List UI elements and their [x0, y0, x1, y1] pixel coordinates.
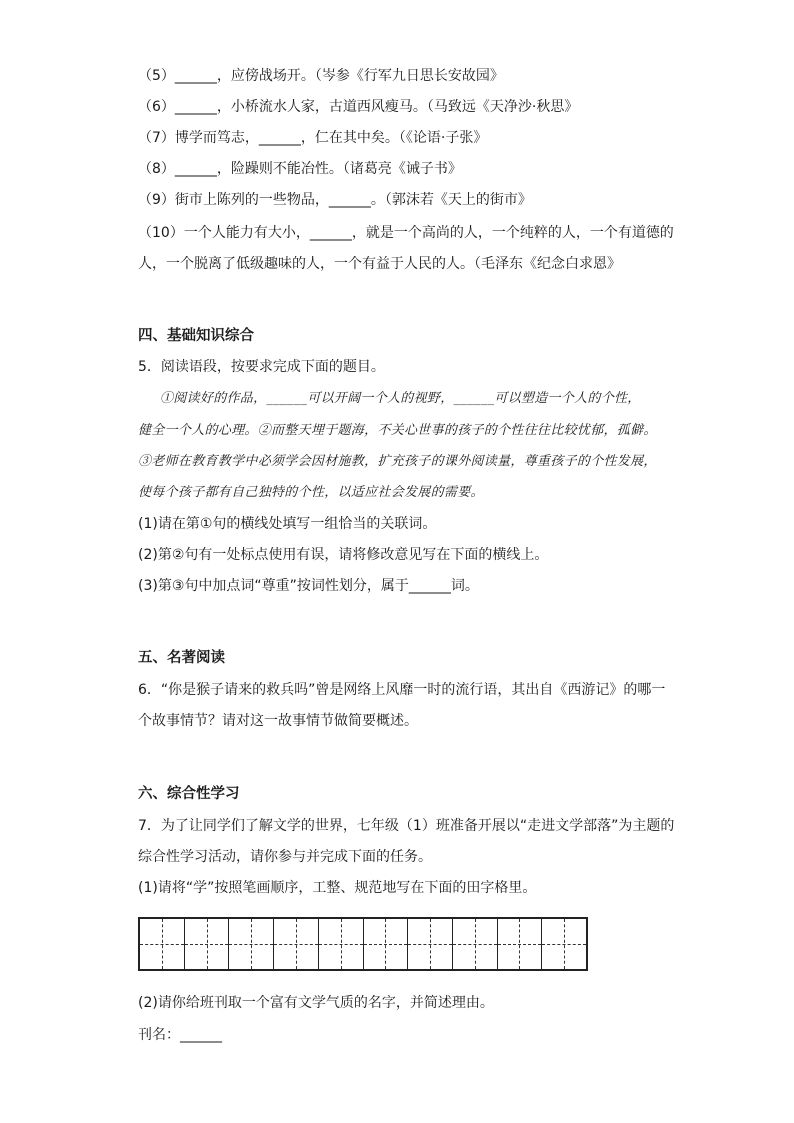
grid-cell[interactable] [364, 919, 409, 969]
grid-cell[interactable] [408, 919, 453, 969]
question-5-sub-1: (1)请在第①句的横线处填写一组恰当的关联词。 [138, 516, 437, 532]
grid-cell[interactable] [542, 919, 586, 969]
section-6-title: 六、综合性学习 [138, 786, 240, 802]
poem-line-10-cont: 人，一个脱离了低级趣味的人，一个有益于人民的人。（毛泽东《纪念白求恩》 [138, 256, 621, 272]
question-5-sub-2: (2)第②句有一处标点使用有误，请将修改意见写在下面的横线上。 [138, 547, 549, 563]
grid-cell[interactable] [140, 919, 185, 969]
poem-line-7: （7）博学而笃志，______，仁在其中矣。（《论语·子张》 [138, 130, 488, 146]
poem-line-10: （10）一个人能力有大小，______，就是一个高尚的人，一个纯粹的人，一个有道德的 [138, 225, 674, 241]
poem-line-5: （5）______，应傍战场开。（岑参《行军九日思长安故园》 [138, 68, 504, 84]
grid-cell[interactable] [229, 919, 274, 969]
question-7-sub-1: (1)请将“学”按照笔画顺序，工整、规范地写在下面的田字格里。 [138, 880, 537, 896]
poem-line-8: （8）______，险躁则不能冶性。（诸葛亮《诫子书》 [138, 161, 462, 177]
question-7-line-1: 7．为了让同学们了解文学的世界，七年级（1）班准备开展以“走进文学部落”为主题的 [138, 818, 675, 834]
grid-cell[interactable] [453, 919, 498, 969]
passage-line-1: ①阅读好的作品，______可以开阔一个人的视野，______可以塑造一个人的个性， [160, 391, 641, 406]
section-4-title: 四、基础知识综合 [138, 328, 254, 344]
passage-line-4: 使每个孩子都有自己独特的个性，以适应社会发展的需要。 [138, 485, 484, 500]
grid-cell[interactable] [498, 919, 543, 969]
question-7-sub-2: (2)请你给班刊取一个富有文学气质的名字，并简述理由。 [138, 995, 494, 1011]
section-5-title: 五、名著阅读 [138, 650, 225, 666]
passage-line-3: ③老师在教育教学中必须学会因材施教，扩充孩子的课外阅读量，尊重孩子的个性发展， [138, 454, 657, 469]
grid-cell[interactable] [319, 919, 364, 969]
question-5: 5．阅读语段，按要求完成下面的题目。 [138, 359, 385, 375]
grid-cell[interactable] [185, 919, 230, 969]
question-6-line-2: 个故事情节？请对这一故事情节做简要概述。 [138, 713, 418, 729]
question-7-line-2: 综合性学习活动，请你参与并完成下面的任务。 [138, 849, 432, 865]
question-6-line-1: 6．“你是猴子请来的救兵吗”曾是网络上风靡一时的流行语，其出自《西游记》的哪一 [138, 682, 666, 698]
tianzige-grid[interactable] [138, 917, 588, 971]
grid-cell[interactable] [274, 919, 319, 969]
journal-name-blank: 刊名：______ [138, 1027, 222, 1043]
question-5-sub-3: (3)第③句中加点词“尊重”按词性划分，属于______词。 [138, 578, 479, 594]
poem-line-6: （6）______，小桥流水人家，古道西风瘦马。（马致远《天净沙·秋思》 [138, 99, 579, 115]
passage-line-2: 健全一个人的心理。②而整天埋于题海，不关心世事的孩子的个性往往比较忧郁，孤僻。 [138, 423, 657, 438]
poem-line-9: （9）街市上陈列的一些物品，______。（郭沫若《天上的街市》 [138, 192, 532, 208]
